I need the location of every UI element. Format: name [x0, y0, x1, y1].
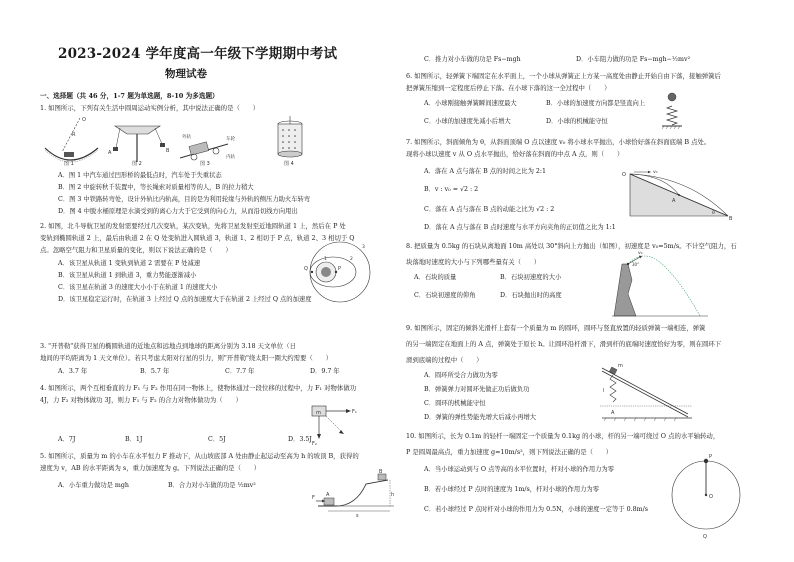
q4-label-F2: F₂	[312, 441, 317, 447]
q4-stem-line2: 4J，力 F₂ 对物体做功 3J，则力 F₁ 与 F₂ 的合力对物体做功为（ ）	[40, 396, 242, 404]
fig1-caption: 图 1	[64, 161, 74, 167]
q1-option-b: B．图 2 中旋转秋千装置中，等长绳索对质量相等的人，B 的拉力稍大	[58, 184, 254, 191]
fig2-swing-ride	[108, 126, 170, 162]
q5-stem-line2: 速度为 v，AB 的水平距离为 s，重力加速度为 g。下列说法正确的是（ ）	[40, 464, 261, 472]
q2-option-d: D．该卫星稳定运行时，在轨道 3 上经过 Q 点的加速度大于在轨道 2 上经过 Q 点的加速度	[58, 296, 312, 303]
q2-orbit-figure	[304, 238, 378, 304]
q6-option-a: A．小球刚接触弹簧瞬间速度最大	[424, 100, 517, 107]
q1-option-c: C．图 3 中铁路转弯处，设计外轨比内轨高，目的是为利用轮缘与外轨的侧压力助火车转弯	[58, 196, 311, 203]
q6-stem-line1: 6. 如图所示，轻弹簧下端固定在水平面上，一个小球从弹簧正上方某一高度处由静止开始自由下落，接触弹簧后	[406, 72, 721, 80]
orbit-label-P: P	[338, 266, 342, 272]
q4-option-b: B．1J	[125, 436, 143, 443]
q4-label-F1: F₁	[352, 409, 357, 415]
fig2-caption: 图 2	[132, 161, 142, 167]
q9-stem-line1: 9. 如图所示，固定的倾斜光滑杆上套有一个质量为 m 的圆环，圆环与竖直放置的轻质弹簧一端相连，弹簧	[406, 324, 706, 332]
orbit-label-Q: Q	[304, 266, 308, 272]
q10-label-P: P	[709, 454, 713, 460]
q1-option-d: D．图 4 中脱水桶原理是水滴受到的离心力大于它受到的向心力，从而沿切线方向甩出	[58, 208, 298, 215]
q5-label-s: s	[356, 513, 359, 519]
q5-label-B: B	[379, 469, 383, 475]
fig3-caption: 图 3	[200, 161, 210, 167]
q4-option-a: A．7J	[58, 436, 76, 443]
q8-option-a: A．石块的质量	[414, 274, 457, 281]
q4-option-d: D．3.5J	[288, 436, 312, 443]
q7-label-A: A	[672, 198, 676, 204]
q3-option-d: D．9.7 年	[310, 368, 340, 375]
q7-option-d: D．落在 A 点与落在 B 点时速度与水平方向夹角的正切值之比为 1:1	[424, 224, 616, 231]
q4-option-c: C．5J	[208, 436, 226, 443]
q8-option-c: C．石块初速度的仰角	[414, 292, 476, 299]
q7-option-c: C．落在 A 点与落在 B 点的动能之比为 √2 : 2	[424, 206, 555, 213]
exam-title: 2023-2024 学年度高一年级下学期期中考试	[58, 46, 338, 62]
fig4-caption: 图 4	[284, 161, 294, 167]
q10-label-O: O	[709, 494, 713, 500]
q3-stem-line1: 3. "开普勒"获得卫星的椭圆轨道的近地点和远地点到地球的距离分别为 3.18 天文单位（日	[40, 342, 296, 350]
q5-label-F: F	[312, 495, 315, 501]
q2-option-a: A．该卫星从轨道 1 变轨到轨道 2 需要在 P 处减速	[58, 260, 201, 267]
q9-label-m: m	[618, 363, 623, 369]
q5-option-c: C．推力对小车做的功是 Fs−mgh	[424, 56, 521, 63]
q8-cliff-figure	[612, 250, 708, 320]
fig3-label-inner-rail: 内轨	[226, 155, 235, 160]
q5-option-d: D．小车阻力做的功是 Fs−mgh−½mv²	[576, 56, 691, 63]
q1-stem: 1. 如图所示，下列有关生活中圆周运动实例分析，其中说法正确的是（ ）	[40, 104, 260, 112]
q8-label-v0: v₀	[638, 251, 643, 256]
q9-stem-line3: 滑到底端的过程中（ ）	[406, 356, 483, 364]
q8-option-b: B．石块初速度的大小	[500, 274, 562, 281]
q9-option-c: C．圆环的机械能守恒	[424, 400, 486, 407]
fig2-label-A: A	[108, 150, 112, 156]
fig3-label-wheel: 车轮	[226, 137, 235, 142]
fig1-concave-bridge	[45, 117, 98, 162]
q5-hill-figure	[312, 469, 396, 519]
q6-stem-line2: 把弹簧压缩到一定程度后停止下落。在小球下落的这一全过程中（ ）	[406, 84, 611, 92]
q10-option-a: A．当小球运动到与 O 点等高的水平位置时，杆对小球的作用力为零	[424, 466, 615, 473]
q9-option-b: B．弹簧弹力对圆环先做正功后做负功	[424, 386, 530, 393]
q2-stem-line1: 2. 如图，北斗导航卫星的发射需要经过几次变轨，某次变轨，先将卫星发射至近地圆轨道 1 上，然后在 P 处	[40, 222, 346, 230]
q7-slope-figure	[622, 170, 734, 222]
q10-label-Q: Q	[703, 534, 707, 540]
q4-stem-line1: 4. 如图所示，两个互相垂直的力 F₁ 与 F₂ 作用在同一物体上，使物体通过一段位移的过程中，力 F₁ 对物体做功	[40, 384, 357, 392]
fig2-label-B: B	[166, 148, 170, 154]
q6-spring-figure	[660, 92, 684, 132]
q9-stem-line2: 的另一端固定在地面上的 A 点，弹簧处于原长 h。让圆环沿杆滑下，滑到杆的底端时速度恰好为零，则在圆环下	[406, 340, 722, 348]
q1-figures	[40, 114, 396, 166]
q4-force-figure	[308, 404, 378, 448]
orbit-label-1: 1	[324, 257, 327, 262]
q5-label-A: A	[326, 492, 330, 498]
q7-label-v0: v₀	[653, 170, 658, 175]
orbit-label-3: 3	[362, 245, 365, 250]
q5-stem-line1: 5. 如图所示，质量为 m 的小车在水平恒力 F 推动下，从山坡底部 A 处由静止起运动至高为 h 的坡顶 B，获得的	[40, 452, 359, 460]
q10-circle-figure	[680, 450, 738, 540]
orbit-label-2: 2	[350, 257, 353, 262]
q6-option-d: D．小球的机械能守恒	[546, 118, 608, 125]
q5-label-h: h	[391, 492, 395, 498]
q7-option-a: A．落在 A 点与落在 B 点的时间之比为 2:1	[424, 168, 547, 175]
q3-stem-line2: 地间的平均距离为 1 天文单位）。若只考虑太阳对行星的引力，则"开普勒"绕太阳一圈大约需要（ ）	[40, 354, 332, 362]
q7-label-theta: θ	[712, 211, 715, 216]
q1-option-a: A．图 1 中汽车通过凹形桥的最低点时，汽车处于失重状态	[58, 172, 222, 179]
q2-stem-line3: 点。忽略空气阻力和卫星质量的变化，则以下说法正确的是（ ）	[40, 246, 232, 254]
q3-option-b: B．5.7 年	[140, 368, 170, 375]
q9-rod-figure	[596, 362, 696, 422]
q3-option-a: A．3.7 年	[58, 368, 88, 375]
q7-stem-line2: 现将小球以速度 v 从 O 点水平抛出，恰好落在斜面的中点 A 点，则（ ）	[406, 150, 624, 158]
q7-stem-line1: 7. 如图所示，斜面倾角为 θ，从斜面顶端 O 点以速度 v₀ 将小球水平抛出，小球恰好落在斜面底端 B 点处。	[406, 138, 711, 146]
q2-option-b: B．该卫星从轨道 1 到轨道 3，重力势能逐渐减小	[58, 272, 197, 279]
q7-option-b: B．v : v₀ = √2 : 2	[424, 186, 479, 193]
q8-stem-line2: 块落地时速度的大小与下列哪些量有关（ ）	[406, 258, 541, 266]
fig1-label-R: R	[72, 132, 76, 138]
q10-option-b: B．若小球经过 P 点时的速度为 1m/s，杆对小球的作用力为零	[424, 486, 600, 493]
q6-option-b: B．小球的加速度方向都是竖直向上	[546, 100, 646, 107]
q4-label-m: m	[316, 410, 321, 416]
fig1-label-O: O	[82, 117, 86, 123]
q5-option-a: A．小车重力做功是 mgh	[58, 482, 129, 489]
q2-stem-line2: 变轨到椭圆轨道 2 上，最后由轨道 2 在 Q 处变轨进入圆轨道 3，轨道 1、2 相切于 P 点，轨道 2、3 相切于 Q	[40, 234, 355, 242]
q8-stem-line1: 8. 把质量为 0.5kg 的石块从离地面 10m 高处以 30°斜向上方抛出（如图），初速度是 v₀=5m/s。不计空气阻力，石	[406, 242, 737, 250]
q9-label-l: l	[603, 388, 605, 394]
q10-option-c: C．若小球经过 P 点时杆对小球的作用力为 0.5N，小球的速度一定等于 0.8m/s	[424, 506, 648, 513]
q7-label-B: B	[729, 216, 733, 222]
q2-option-c: C．该卫星在轨道 3 的速度大小小于在轨道 1 的速度大小	[58, 284, 218, 291]
fig4-spin-dryer	[278, 116, 302, 157]
fig3-label-outer-rail: 外轨	[182, 135, 191, 140]
q10-stem-line2: P 是圆周最高点，重力加速度 g=10m/s²，则下列说法正确的是（ ）	[406, 448, 613, 456]
q6-option-c: C．小球的加速度先减小后增大	[424, 118, 511, 125]
q7-label-O: O	[622, 172, 626, 178]
q9-option-a: A．圆环所受合力做功为零	[424, 372, 498, 379]
q8-label-angle: 30°	[632, 262, 640, 267]
fig3-rail-turn	[180, 133, 235, 160]
q9-label-A: A	[611, 410, 615, 416]
q3-option-c: C．7.7 年	[225, 368, 255, 375]
q8-option-d: D．石块抛出时的高度	[500, 292, 562, 299]
q5-option-b: B．合力对小车做的功是 ½mv²	[168, 482, 256, 489]
q10-stem-line1: 10. 如图所示，长为 0.1m 的轻杆一端固定一个质量为 0.1kg 的小球，杆的另一端可绕过 O 点的水平轴转动，	[406, 432, 720, 440]
exam-subtitle: 物理试卷	[165, 68, 207, 80]
q9-option-d: D．弹簧的弹性势能先增大后减小再增大	[424, 414, 537, 421]
section-heading: 一、选择题（共 46 分，1-7 题为单选题，8-10 为多选题）	[40, 92, 219, 100]
